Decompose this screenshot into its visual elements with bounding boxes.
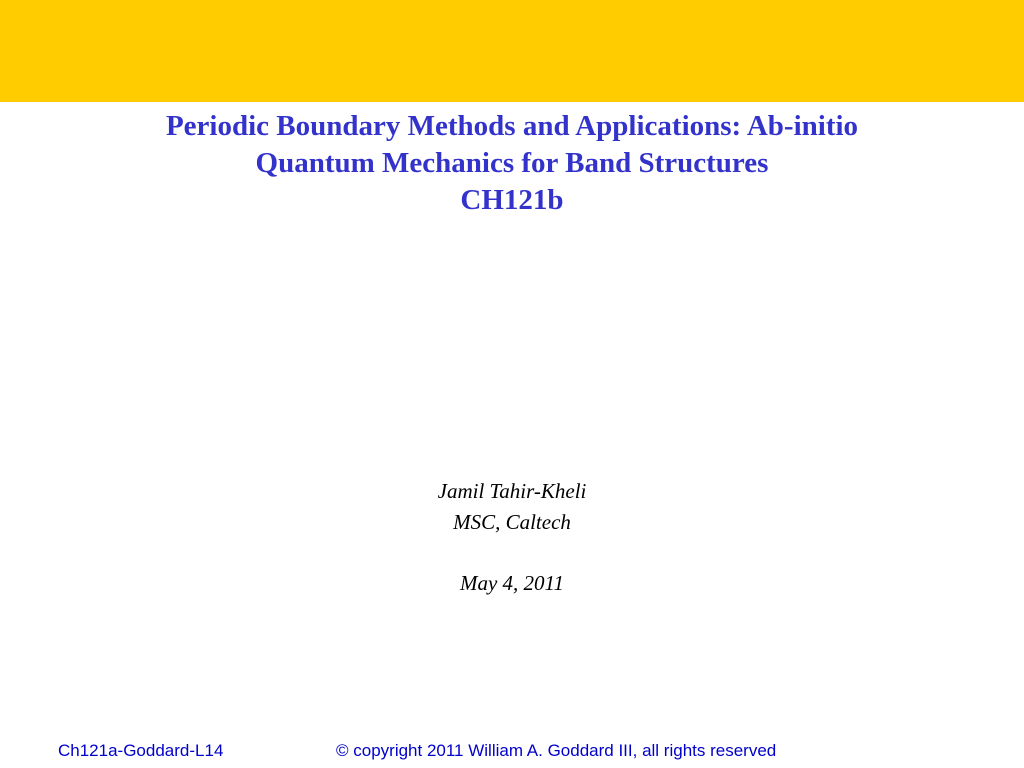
author-name: Jamil Tahir-Kheli bbox=[437, 479, 587, 503]
title-line-2: Quantum Mechanics for Band Structures bbox=[255, 147, 769, 179]
slide-title bbox=[0, 108, 1024, 219]
course-code: CH121b bbox=[460, 184, 564, 216]
footer-course-id: Ch121a-Goddard-L14 bbox=[58, 741, 224, 760]
title-line-1: Periodic Boundary Methods and Applications: Ab-initio bbox=[165, 110, 859, 142]
presentation-date: May 4, 2011 bbox=[459, 571, 564, 595]
affiliation: MSC, Caltech bbox=[453, 510, 571, 534]
footer-copyright: © copyright 2011 William A. Goddard III, all rights reserved bbox=[336, 741, 777, 760]
author-block bbox=[0, 476, 1024, 599]
header-band bbox=[0, 0, 1024, 102]
